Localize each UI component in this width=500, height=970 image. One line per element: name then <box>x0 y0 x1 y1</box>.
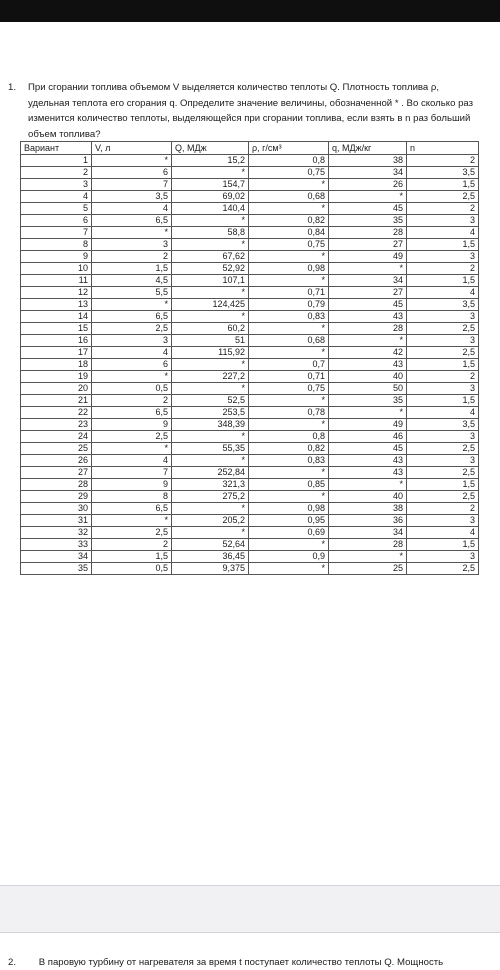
table-cell: 2 <box>407 155 479 167</box>
table-row <box>21 239 479 251</box>
table-cell: 1,5 <box>407 479 479 491</box>
table-cell: 2,5 <box>92 431 172 443</box>
table-cell: 3 <box>407 251 479 263</box>
table-cell: 27 <box>329 239 407 251</box>
header-volume: V, л <box>92 142 172 155</box>
variants-table <box>20 141 479 575</box>
table-cell: 26 <box>21 455 92 467</box>
table-cell: 9 <box>92 479 172 491</box>
table-cell: 55,35 <box>172 443 249 455</box>
table-cell: * <box>92 155 172 167</box>
table-cell: 0,79 <box>249 299 329 311</box>
table-cell: 0,95 <box>249 515 329 527</box>
table-cell: * <box>172 311 249 323</box>
table-cell: 2,5 <box>407 191 479 203</box>
header-specific-heat: q, МДж/кг <box>329 142 407 155</box>
table-cell: * <box>329 407 407 419</box>
table-cell: * <box>172 455 249 467</box>
question-1-text: При сгорании топлива объемом V выделяется количество теплоты Q. Плотность топлива ρ, удельная теплота его сгорания q. Определите значение величины, обозначенной * . Во сколько раз изменится количество теплоты, выделяющейся при сгорании топлива, если взять в n раз больший объем топлива? <box>28 82 474 140</box>
table-row <box>21 167 479 179</box>
table-cell: 34 <box>329 167 407 179</box>
table-cell: 3,5 <box>407 419 479 431</box>
table-cell: 2,5 <box>92 323 172 335</box>
table-cell: 6,5 <box>92 215 172 227</box>
table-cell: 2,5 <box>407 563 479 575</box>
table-cell: 16 <box>21 335 92 347</box>
table-cell: * <box>329 335 407 347</box>
table-cell: 348,39 <box>172 419 249 431</box>
table-cell: * <box>172 239 249 251</box>
table-cell: 3,5 <box>92 191 172 203</box>
table-cell: 45 <box>329 203 407 215</box>
table-cell: 2,5 <box>407 443 479 455</box>
table-cell: 34 <box>329 275 407 287</box>
table-cell: 27 <box>329 287 407 299</box>
table-cell: * <box>249 203 329 215</box>
table-cell: 107,1 <box>172 275 249 287</box>
table-cell: 3 <box>407 311 479 323</box>
table-cell: 3 <box>407 431 479 443</box>
table-cell: * <box>249 323 329 335</box>
table-cell: 0,82 <box>249 443 329 455</box>
table-cell: 205,2 <box>172 515 249 527</box>
table-cell: 46 <box>329 431 407 443</box>
table-row <box>21 551 479 563</box>
table-cell: * <box>172 431 249 443</box>
table-cell: * <box>172 527 249 539</box>
table-cell: 34 <box>21 551 92 563</box>
header-heat: Q, МДж <box>172 142 249 155</box>
table-cell: 2 <box>92 539 172 551</box>
table-cell: 35 <box>329 395 407 407</box>
table-cell: 1,5 <box>407 359 479 371</box>
table-row <box>21 227 479 239</box>
table-cell: 2 <box>21 167 92 179</box>
table-cell: * <box>249 491 329 503</box>
table-cell: 1,5 <box>407 179 479 191</box>
table-row <box>21 311 479 323</box>
table-cell: 253,5 <box>172 407 249 419</box>
table-cell: 0,78 <box>249 407 329 419</box>
table-cell: 3,5 <box>407 167 479 179</box>
table-cell: 24 <box>21 431 92 443</box>
table-cell: 3 <box>92 335 172 347</box>
table-cell: 2,5 <box>407 347 479 359</box>
table-cell: 13 <box>21 299 92 311</box>
table-cell: 4 <box>407 407 479 419</box>
table-cell: 2 <box>92 251 172 263</box>
table-cell: 6 <box>21 215 92 227</box>
table-cell: 6,5 <box>92 503 172 515</box>
table-cell: * <box>329 191 407 203</box>
table-cell: 34 <box>329 527 407 539</box>
table-cell: 40 <box>329 491 407 503</box>
table-cell: 3 <box>407 455 479 467</box>
table-cell: 3 <box>407 551 479 563</box>
table-cell: 17 <box>21 347 92 359</box>
table-cell: 4 <box>92 203 172 215</box>
table-cell: 2 <box>407 263 479 275</box>
table-cell: * <box>249 251 329 263</box>
table-cell: 0,98 <box>249 503 329 515</box>
table-cell: * <box>249 179 329 191</box>
table-cell: 4,5 <box>92 275 172 287</box>
table-cell: 38 <box>329 155 407 167</box>
table-row <box>21 443 479 455</box>
question-2-number: 2. <box>8 957 17 968</box>
table-cell: 15 <box>21 323 92 335</box>
table-cell: 0,98 <box>249 263 329 275</box>
table-cell: 0,85 <box>249 479 329 491</box>
table-cell: 0,75 <box>249 383 329 395</box>
table-cell: 1,5 <box>407 539 479 551</box>
table-cell: 52,64 <box>172 539 249 551</box>
table-row <box>21 527 479 539</box>
table-cell: 45 <box>329 299 407 311</box>
table-cell: 35 <box>21 563 92 575</box>
table-row <box>21 347 479 359</box>
table-cell: 3 <box>407 215 479 227</box>
table-cell: 1,5 <box>92 263 172 275</box>
table-cell: 3,5 <box>407 299 479 311</box>
table-cell: 51 <box>172 335 249 347</box>
table-cell: 28 <box>329 323 407 335</box>
table-cell: 0,71 <box>249 287 329 299</box>
table-cell: 52,92 <box>172 263 249 275</box>
table-cell: * <box>92 515 172 527</box>
table-cell: 28 <box>329 539 407 551</box>
table-cell: * <box>92 443 172 455</box>
table-cell: 0,84 <box>249 227 329 239</box>
table-row <box>21 491 479 503</box>
table-cell: 0,69 <box>249 527 329 539</box>
table-cell: * <box>249 539 329 551</box>
table-cell: 12 <box>21 287 92 299</box>
table-cell: 0,5 <box>92 383 172 395</box>
table-cell: 38 <box>329 503 407 515</box>
table-cell: 3 <box>21 179 92 191</box>
table-cell: 275,2 <box>172 491 249 503</box>
table-cell: * <box>329 551 407 563</box>
header-variant: Вариант <box>21 142 92 155</box>
table-cell: 4 <box>407 227 479 239</box>
table-cell: 60,2 <box>172 323 249 335</box>
question-2 <box>8 956 488 970</box>
table-row <box>21 515 479 527</box>
table-cell: 28 <box>21 479 92 491</box>
table-cell: 2,5 <box>407 467 479 479</box>
table-cell: 1,5 <box>407 275 479 287</box>
table-cell: 4 <box>92 455 172 467</box>
table-cell: 27 <box>21 467 92 479</box>
table-body <box>21 155 479 575</box>
table-cell: * <box>249 395 329 407</box>
question-1-number: 1. <box>8 82 17 93</box>
table-cell: 0,68 <box>249 335 329 347</box>
table-cell: 43 <box>329 359 407 371</box>
table-cell: 25 <box>329 563 407 575</box>
table-row <box>21 323 479 335</box>
table-cell: 2,5 <box>407 491 479 503</box>
table-cell: 5 <box>21 203 92 215</box>
table-row <box>21 383 479 395</box>
table-cell: 4 <box>407 287 479 299</box>
table-cell: 3 <box>407 383 479 395</box>
top-dark-bar <box>0 0 500 22</box>
table-row <box>21 359 479 371</box>
table-cell: * <box>329 263 407 275</box>
table-cell: * <box>172 359 249 371</box>
header-n: n <box>407 142 479 155</box>
table-cell: 21 <box>21 395 92 407</box>
table-row <box>21 371 479 383</box>
table-cell: 0,71 <box>249 371 329 383</box>
table-cell: 42 <box>329 347 407 359</box>
table-cell: 30 <box>21 503 92 515</box>
table-cell: 0,68 <box>249 191 329 203</box>
table-row <box>21 263 479 275</box>
table-cell: 19 <box>21 371 92 383</box>
table-cell: 1 <box>21 155 92 167</box>
table-cell: 9 <box>92 419 172 431</box>
table-cell: 4 <box>21 191 92 203</box>
table-cell: 124,425 <box>172 299 249 311</box>
table-cell: * <box>92 227 172 239</box>
table-cell: 3 <box>407 515 479 527</box>
table-cell: 0,83 <box>249 455 329 467</box>
table-cell: * <box>249 419 329 431</box>
table-cell: 4 <box>407 527 479 539</box>
table-cell: 2 <box>407 203 479 215</box>
table-row <box>21 479 479 491</box>
table-row <box>21 179 479 191</box>
table-row <box>21 191 479 203</box>
header-density: ρ, г/см³ <box>249 142 329 155</box>
table-cell: 49 <box>329 419 407 431</box>
table-cell: 18 <box>21 359 92 371</box>
table-cell: 0,7 <box>249 359 329 371</box>
table-cell: 154,7 <box>172 179 249 191</box>
table-row <box>21 155 479 167</box>
table-cell: 2 <box>407 503 479 515</box>
table-cell: * <box>249 563 329 575</box>
table-cell: 20 <box>21 383 92 395</box>
table-cell: 52,5 <box>172 395 249 407</box>
table-cell: * <box>172 287 249 299</box>
table-cell: 5,5 <box>92 287 172 299</box>
table-cell: 6,5 <box>92 311 172 323</box>
table-cell: 0,75 <box>249 167 329 179</box>
page-break <box>0 886 500 932</box>
table-cell: 10 <box>21 263 92 275</box>
table-row <box>21 503 479 515</box>
table-cell: 0,5 <box>92 563 172 575</box>
table-cell: 36 <box>329 515 407 527</box>
table-row <box>21 419 479 431</box>
table-cell: 29 <box>21 491 92 503</box>
table-cell: 0,8 <box>249 431 329 443</box>
table-cell: 23 <box>21 419 92 431</box>
table-cell: 9,375 <box>172 563 249 575</box>
table-row <box>21 299 479 311</box>
table-row <box>21 275 479 287</box>
table-cell: * <box>172 383 249 395</box>
table-row <box>21 215 479 227</box>
table-cell: 50 <box>329 383 407 395</box>
table-row <box>21 287 479 299</box>
table-row <box>21 539 479 551</box>
table-cell: 2 <box>407 371 479 383</box>
table-cell: 69,02 <box>172 191 249 203</box>
table-cell: 0,8 <box>249 155 329 167</box>
table-cell: 7 <box>21 227 92 239</box>
table-cell: 1,5 <box>407 239 479 251</box>
table-cell: 1,5 <box>92 551 172 563</box>
table-cell: 58,8 <box>172 227 249 239</box>
table-cell: 2,5 <box>92 527 172 539</box>
table-row <box>21 407 479 419</box>
table-cell: 115,92 <box>172 347 249 359</box>
table-cell: 1,5 <box>407 395 479 407</box>
table-cell: 7 <box>92 467 172 479</box>
table-cell: 15,2 <box>172 155 249 167</box>
table-cell: 2 <box>92 395 172 407</box>
table-row <box>21 431 479 443</box>
table-cell: 25 <box>21 443 92 455</box>
table-cell: 3 <box>92 239 172 251</box>
table-cell: 45 <box>329 443 407 455</box>
table-row <box>21 563 479 575</box>
table-cell: * <box>92 299 172 311</box>
table-cell: 67,62 <box>172 251 249 263</box>
table-cell: 321,3 <box>172 479 249 491</box>
table-cell: * <box>249 275 329 287</box>
table-cell: 2,5 <box>407 323 479 335</box>
table-header-row <box>21 142 479 155</box>
table-cell: 0,9 <box>249 551 329 563</box>
table-cell: * <box>92 371 172 383</box>
table-cell: 6 <box>92 167 172 179</box>
table-cell: 8 <box>92 491 172 503</box>
table-cell: * <box>172 503 249 515</box>
table-cell: 252,84 <box>172 467 249 479</box>
table-cell: 0,82 <box>249 215 329 227</box>
table-row <box>21 455 479 467</box>
table-row <box>21 335 479 347</box>
table-cell: * <box>172 167 249 179</box>
question-1 <box>8 80 478 142</box>
table-cell: 32 <box>21 527 92 539</box>
table-cell: 43 <box>329 311 407 323</box>
table-cell: * <box>172 215 249 227</box>
table-cell: * <box>249 467 329 479</box>
table-cell: 140,4 <box>172 203 249 215</box>
table-row <box>21 467 479 479</box>
table-cell: 3 <box>407 335 479 347</box>
table-cell: 36,45 <box>172 551 249 563</box>
table-row <box>21 203 479 215</box>
table-cell: 43 <box>329 467 407 479</box>
table-cell: 49 <box>329 251 407 263</box>
table-cell: 22 <box>21 407 92 419</box>
table-cell: 28 <box>329 227 407 239</box>
table-cell: * <box>329 479 407 491</box>
table-cell: 0,75 <box>249 239 329 251</box>
table-cell: 4 <box>92 347 172 359</box>
table-cell: 6 <box>92 359 172 371</box>
table-cell: 227,2 <box>172 371 249 383</box>
table-row <box>21 251 479 263</box>
table-cell: 35 <box>329 215 407 227</box>
table-cell: 0,83 <box>249 311 329 323</box>
table-cell: 31 <box>21 515 92 527</box>
table-cell: 26 <box>329 179 407 191</box>
table-cell: 7 <box>92 179 172 191</box>
table-cell: 11 <box>21 275 92 287</box>
table-cell: * <box>249 347 329 359</box>
question-2-text: В паровую турбину от нагревателя за время t поступает количество теплоты Q. Мощность <box>38 957 444 968</box>
table-cell: 33 <box>21 539 92 551</box>
table-cell: 14 <box>21 311 92 323</box>
table-cell: 6,5 <box>92 407 172 419</box>
table-cell: 40 <box>329 371 407 383</box>
table-cell: 8 <box>21 239 92 251</box>
table-row <box>21 395 479 407</box>
table-cell: 9 <box>21 251 92 263</box>
table-cell: 43 <box>329 455 407 467</box>
